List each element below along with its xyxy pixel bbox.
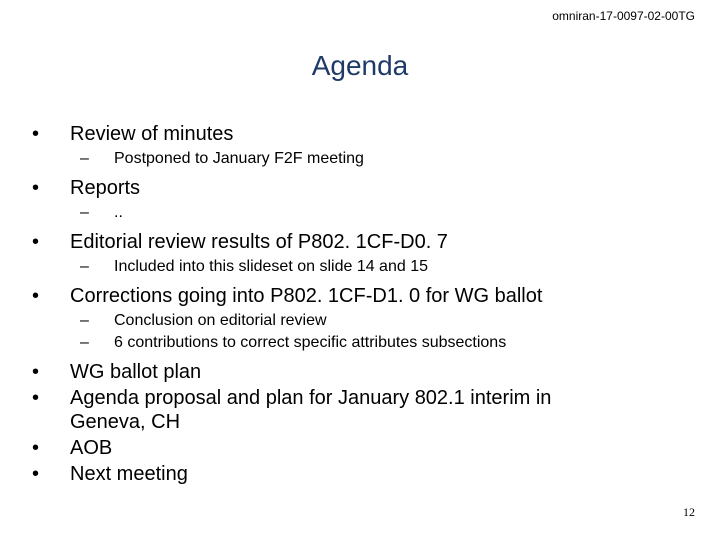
- slide-title: Agenda: [311, 50, 409, 81]
- dash-icon: –: [80, 204, 89, 221]
- agenda-item-label: Reports: [70, 177, 141, 199]
- agenda-item-corrections: [32, 284, 692, 354]
- sub-item: [80, 310, 692, 332]
- agenda-item-label: WG ballot plan: [70, 361, 202, 383]
- agenda-item-wg-ballot-plan: [32, 360, 692, 384]
- agenda-item-label: Corrections going into P802. 1CF-D1. 0 for WG ballot: [70, 285, 543, 307]
- agenda-item-aob: [32, 436, 692, 460]
- sub-item: [80, 256, 692, 278]
- dash-icon: –: [80, 150, 89, 167]
- bullet-icon: •: [32, 361, 40, 383]
- agenda-item-next-meeting: [32, 462, 692, 486]
- sub-item-label: 6 contributions to correct specific attributes subsections: [114, 334, 507, 351]
- bullet-icon: •: [32, 387, 40, 409]
- bullet-icon: •: [32, 437, 40, 459]
- sub-item: [80, 202, 692, 224]
- sub-item-label: Conclusion on editorial review: [114, 312, 327, 329]
- agenda-item-label: Review of minutes: [70, 123, 234, 145]
- document-id: omniran-17-0097-02-00TG: [552, 9, 695, 23]
- dash-icon: –: [80, 312, 89, 329]
- sub-item-label: ..: [114, 204, 123, 221]
- bullet-icon: •: [32, 177, 40, 199]
- bullet-icon: •: [32, 285, 40, 307]
- agenda-item-reports: [32, 176, 692, 224]
- sub-list: [70, 148, 692, 170]
- agenda-item-label: Next meeting: [70, 463, 188, 485]
- sub-list: [70, 310, 692, 354]
- agenda-item-label: Editorial review results of P802. 1CF-D0. 7: [70, 231, 448, 253]
- agenda-item-agenda-proposal: [32, 386, 692, 434]
- agenda-list: [32, 120, 692, 486]
- bullet-icon: •: [32, 123, 40, 145]
- page-number: 12: [683, 505, 695, 519]
- agenda-item-editorial-review: [32, 230, 692, 278]
- sub-list: [70, 202, 692, 224]
- bullet-icon: •: [32, 231, 40, 253]
- sub-item: [80, 148, 692, 170]
- bullet-icon: •: [32, 463, 40, 485]
- sub-item-label: Included into this slideset on slide 14 and 15: [114, 258, 428, 275]
- agenda-item-review-of-minutes: [32, 122, 692, 170]
- agenda-item-label: Agenda proposal and plan for January 802.1 interim in Geneva, CH: [70, 387, 552, 433]
- dash-icon: –: [80, 334, 89, 351]
- sub-list: [70, 256, 692, 278]
- agenda-item-label: AOB: [70, 437, 113, 459]
- sub-item-label: Postponed to January F2F meeting: [114, 150, 364, 167]
- dash-icon: –: [80, 258, 89, 275]
- sub-item: [80, 332, 692, 354]
